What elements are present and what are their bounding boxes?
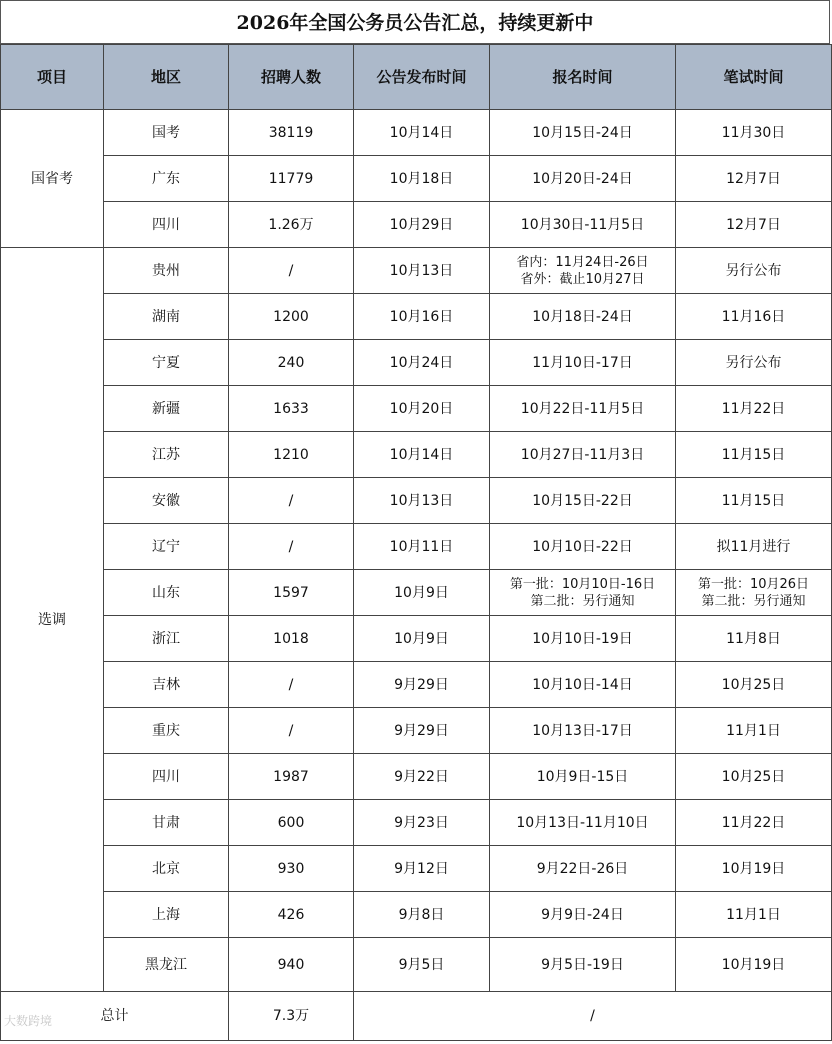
count-cell: 240 (229, 340, 354, 386)
signup-date-cell: 10月20日-24日 (490, 156, 676, 202)
announce-date-cell: 10月11日 (354, 524, 490, 570)
table-row (1, 570, 832, 616)
exam-date-cell: 11月15日 (676, 478, 832, 524)
header-signup-date: 报名时间 (490, 45, 676, 110)
region-cell: 四川 (104, 202, 229, 248)
table-row (1, 524, 832, 570)
region-cell: 吉林 (104, 662, 229, 708)
exam-date-cell: 11月15日 (676, 432, 832, 478)
signup-date-cell: 10月18日-24日 (490, 294, 676, 340)
region-cell: 黑龙江 (104, 938, 229, 992)
count-cell: 1597 (229, 570, 354, 616)
exam-date-cell: 12月7日 (676, 156, 832, 202)
exam-date-cell: 11月22日 (676, 800, 832, 846)
announce-date-cell: 10月16日 (354, 294, 490, 340)
signup-date-cell: 10月15日-22日 (490, 478, 676, 524)
total-row (1, 992, 832, 1041)
header-exam-date: 笔试时间 (676, 45, 832, 110)
signup-date-cell: 10月22日-11月5日 (490, 386, 676, 432)
announce-date-cell: 10月20日 (354, 386, 490, 432)
table-row (1, 662, 832, 708)
count-cell: 1200 (229, 294, 354, 340)
announce-date-cell: 9月12日 (354, 846, 490, 892)
exam-date-cell: 12月7日 (676, 202, 832, 248)
table-row (1, 432, 832, 478)
signup-date-cell: 10月10日-22日 (490, 524, 676, 570)
region-cell: 湖南 (104, 294, 229, 340)
signup-date-cell: 11月10日-17日 (490, 340, 676, 386)
announce-date-cell: 10月9日 (354, 616, 490, 662)
count-cell: / (229, 708, 354, 754)
region-cell: 安徽 (104, 478, 229, 524)
region-cell: 新疆 (104, 386, 229, 432)
signup-date-cell: 10月15日-24日 (490, 110, 676, 156)
announce-date-cell: 10月14日 (354, 432, 490, 478)
exam-date-cell: 另行公布 (676, 248, 832, 294)
exam-date-cell: 10月19日 (676, 846, 832, 892)
exam-date-cell: 11月30日 (676, 110, 832, 156)
table-row (1, 478, 832, 524)
header-count: 招聘人数 (229, 45, 354, 110)
table-row (1, 708, 832, 754)
region-cell: 山东 (104, 570, 229, 616)
announce-date-cell: 9月29日 (354, 662, 490, 708)
header-region: 地区 (104, 45, 229, 110)
header-category: 项目 (1, 45, 104, 110)
region-cell: 上海 (104, 892, 229, 938)
signup-date-cell: 10月13日-17日 (490, 708, 676, 754)
announce-date-cell: 10月13日 (354, 478, 490, 524)
exam-date-cell: 11月8日 (676, 616, 832, 662)
table-row (1, 386, 832, 432)
count-cell: 1210 (229, 432, 354, 478)
announce-date-cell: 9月29日 (354, 708, 490, 754)
table-row (1, 294, 832, 340)
table-row (1, 892, 832, 938)
announce-date-cell: 9月8日 (354, 892, 490, 938)
signup-date-cell: 9月5日-19日 (490, 938, 676, 992)
table-row (1, 248, 832, 294)
table-body (1, 110, 832, 1041)
announce-date-cell: 10月18日 (354, 156, 490, 202)
count-cell: 11779 (229, 156, 354, 202)
announce-date-cell: 10月24日 (354, 340, 490, 386)
count-cell: 940 (229, 938, 354, 992)
watermark: 大数跨境 (4, 1014, 53, 1028)
table-row (1, 938, 832, 992)
exam-date-cell: 11月16日 (676, 294, 832, 340)
count-cell: / (229, 478, 354, 524)
count-cell: / (229, 662, 354, 708)
signup-date-cell: 9月22日-26日 (490, 846, 676, 892)
count-cell: 38119 (229, 110, 354, 156)
table-row (1, 156, 832, 202)
signup-date-cell: 10月10日-14日 (490, 662, 676, 708)
group-label: 选调 (1, 248, 104, 992)
page-title: 2026年全国公务员公告汇总，持续更新中 (0, 0, 830, 44)
exam-date-cell: 11月1日 (676, 708, 832, 754)
signup-date-cell: 10月9日-15日 (490, 754, 676, 800)
signup-date-cell: 10月10日-19日 (490, 616, 676, 662)
exam-date-cell: 10月25日 (676, 662, 832, 708)
region-cell: 贵州 (104, 248, 229, 294)
exam-date-cell: 10月19日 (676, 938, 832, 992)
exam-date-cell: 11月22日 (676, 386, 832, 432)
count-cell: 600 (229, 800, 354, 846)
region-cell: 重庆 (104, 708, 229, 754)
table-row (1, 754, 832, 800)
signup-date-cell: 9月9日-24日 (490, 892, 676, 938)
table-row (1, 800, 832, 846)
count-cell: 1018 (229, 616, 354, 662)
region-cell: 宁夏 (104, 340, 229, 386)
signup-date-cell: 省内：11月24日-26日 省外：截止10月27日 (490, 248, 676, 294)
total-label: 总计 (1, 992, 229, 1041)
recruitment-table (0, 44, 832, 1041)
count-cell: 1987 (229, 754, 354, 800)
region-cell: 甘肃 (104, 800, 229, 846)
region-cell: 广东 (104, 156, 229, 202)
count-cell: 930 (229, 846, 354, 892)
signup-date-cell: 第一批：10月10日-16日 第二批：另行通知 (490, 570, 676, 616)
region-cell: 北京 (104, 846, 229, 892)
header-announce-date: 公告发布时间 (354, 45, 490, 110)
signup-date-cell: 10月27日-11月3日 (490, 432, 676, 478)
exam-date-cell: 第一批：10月26日 第二批：另行通知 (676, 570, 832, 616)
region-cell: 四川 (104, 754, 229, 800)
table-row (1, 616, 832, 662)
announce-date-cell: 10月13日 (354, 248, 490, 294)
region-cell: 国考 (104, 110, 229, 156)
region-cell: 辽宁 (104, 524, 229, 570)
table-row (1, 202, 832, 248)
header-row (1, 45, 832, 110)
group-label: 国省考 (1, 110, 104, 248)
announce-date-cell: 10月9日 (354, 570, 490, 616)
exam-date-cell: 拟11月进行 (676, 524, 832, 570)
exam-date-cell: 10月25日 (676, 754, 832, 800)
count-cell: / (229, 248, 354, 294)
total-rest: / (354, 992, 832, 1041)
total-count: 7.3万 (229, 992, 354, 1041)
announce-date-cell: 9月22日 (354, 754, 490, 800)
signup-date-cell: 10月13日-11月10日 (490, 800, 676, 846)
count-cell: 1633 (229, 386, 354, 432)
region-cell: 江苏 (104, 432, 229, 478)
announce-date-cell: 9月5日 (354, 938, 490, 992)
signup-date-cell: 10月30日-11月5日 (490, 202, 676, 248)
table-row (1, 110, 832, 156)
region-cell: 浙江 (104, 616, 229, 662)
count-cell: / (229, 524, 354, 570)
count-cell: 426 (229, 892, 354, 938)
count-cell: 1.26万 (229, 202, 354, 248)
announce-date-cell: 9月23日 (354, 800, 490, 846)
table-row (1, 846, 832, 892)
exam-date-cell: 11月1日 (676, 892, 832, 938)
exam-date-cell: 另行公布 (676, 340, 832, 386)
table-row (1, 340, 832, 386)
announce-date-cell: 10月14日 (354, 110, 490, 156)
announce-date-cell: 10月29日 (354, 202, 490, 248)
